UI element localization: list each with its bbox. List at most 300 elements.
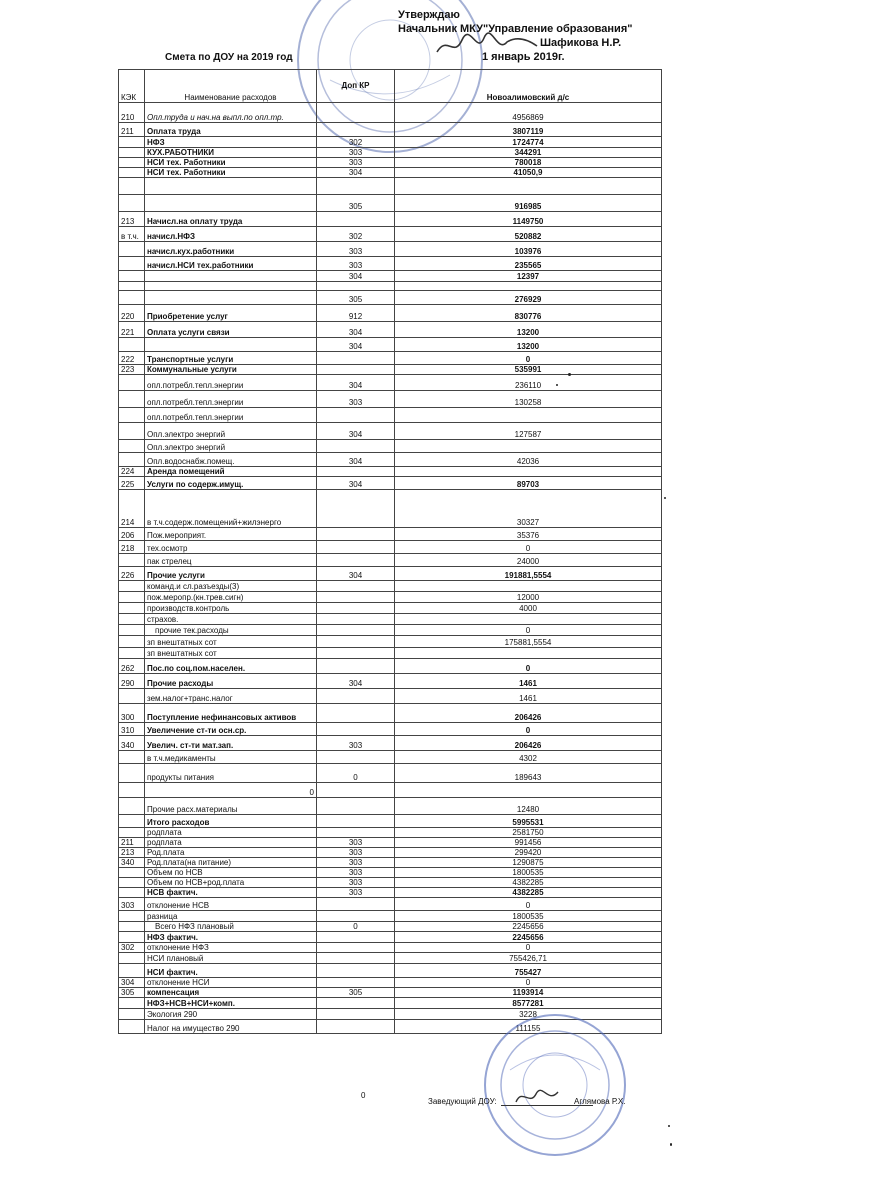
table-row bbox=[119, 338, 662, 352]
approver-position: Начальник МКУ"Управление образования" bbox=[398, 23, 633, 35]
cell-dop bbox=[317, 648, 395, 659]
cell-name: зп внештатных сот bbox=[145, 636, 317, 648]
cell-kek bbox=[119, 137, 145, 148]
cell-dop bbox=[317, 636, 395, 648]
cell-value: 111155 bbox=[395, 1020, 662, 1034]
cell-name: Поступление нефинансовых активов bbox=[145, 704, 317, 723]
cell-name: родплата bbox=[145, 838, 317, 848]
cell-kek: 340 bbox=[119, 858, 145, 868]
cell-kek: 211 bbox=[119, 123, 145, 137]
cell-kek bbox=[119, 648, 145, 659]
table-row bbox=[119, 282, 662, 291]
cell-kek: 221 bbox=[119, 322, 145, 338]
cell-kek bbox=[119, 911, 145, 922]
cell-dop bbox=[317, 828, 395, 838]
cell-name: Род.плата bbox=[145, 848, 317, 858]
cell-value: 830776 bbox=[395, 305, 662, 322]
cell-dop bbox=[317, 408, 395, 423]
table-row bbox=[119, 477, 662, 490]
table-row bbox=[119, 158, 662, 168]
table-row bbox=[119, 391, 662, 408]
cell-dop bbox=[317, 625, 395, 636]
table-row bbox=[119, 978, 662, 988]
cell-dop: 304 bbox=[317, 271, 395, 282]
table-row bbox=[119, 674, 662, 689]
cell-value: 13200 bbox=[395, 338, 662, 352]
cell-dop: 303 bbox=[317, 838, 395, 848]
footer-name: Аглямова Р.Х. bbox=[574, 1097, 626, 1106]
cell-value: 1461 bbox=[395, 674, 662, 689]
cell-name: Пос.по соц.пом.населен. bbox=[145, 659, 317, 674]
cell-dop bbox=[317, 614, 395, 625]
cell-name: Налог на имущество 290 bbox=[145, 1020, 317, 1034]
cell-name: разница bbox=[145, 911, 317, 922]
table-row bbox=[119, 911, 662, 922]
cell-value: 0 bbox=[395, 659, 662, 674]
budget-table bbox=[118, 69, 662, 1034]
cell-dop: 0 bbox=[317, 764, 395, 783]
cell-name bbox=[145, 282, 317, 291]
cell-kek bbox=[119, 423, 145, 440]
table-row bbox=[119, 440, 662, 453]
cell-dop bbox=[317, 365, 395, 375]
cell-dop bbox=[317, 998, 395, 1009]
cell-value: 2245656 bbox=[395, 922, 662, 932]
cell-value: 1461 bbox=[395, 689, 662, 704]
cell-value: 1800535 bbox=[395, 911, 662, 922]
cell-name: Объем по НСВ+род.плата bbox=[145, 878, 317, 888]
cell-dop: 303 bbox=[317, 148, 395, 158]
table-row bbox=[119, 868, 662, 878]
cell-name bbox=[145, 195, 317, 212]
cell-name: опл.потребл.тепл.энергии bbox=[145, 375, 317, 391]
cell-dop bbox=[317, 467, 395, 477]
cell-kek bbox=[119, 242, 145, 257]
cell-kek bbox=[119, 689, 145, 704]
cell-value: 1193914 bbox=[395, 988, 662, 998]
cell-value bbox=[395, 467, 662, 477]
cell-value: 13200 bbox=[395, 322, 662, 338]
cell-value: 206426 bbox=[395, 704, 662, 723]
cell-kek: 214 bbox=[119, 490, 145, 528]
cell-dop bbox=[317, 554, 395, 567]
cell-dop bbox=[317, 282, 395, 291]
table-row bbox=[119, 888, 662, 898]
cell-value: 41050,9 bbox=[395, 168, 662, 178]
cell-dop: 304 bbox=[317, 338, 395, 352]
cell-name: Экология 290 bbox=[145, 1009, 317, 1020]
cell-kek bbox=[119, 828, 145, 838]
cell-name: НСИ фактич. bbox=[145, 964, 317, 978]
cell-kek: 300 bbox=[119, 704, 145, 723]
cell-name: Оплата труда bbox=[145, 123, 317, 137]
header-org: Новоалимовский д/с bbox=[395, 70, 662, 103]
cell-kek bbox=[119, 878, 145, 888]
cell-dop: 304 bbox=[317, 375, 395, 391]
table-row bbox=[119, 567, 662, 581]
approver-name: Шафикова Н.Р. bbox=[540, 37, 622, 49]
cell-dop bbox=[317, 978, 395, 988]
scan-speck bbox=[670, 1143, 672, 1146]
cell-dop: 304 bbox=[317, 423, 395, 440]
cell-value: 4382285 bbox=[395, 888, 662, 898]
cell-name: в т.ч.медикаменты bbox=[145, 751, 317, 764]
table-row bbox=[119, 736, 662, 751]
table-row bbox=[119, 178, 662, 195]
cell-name: страхов. bbox=[145, 614, 317, 625]
cell-dop bbox=[317, 490, 395, 528]
cell-dop: 912 bbox=[317, 305, 395, 322]
cell-value: 89703 bbox=[395, 477, 662, 490]
cell-kek bbox=[119, 338, 145, 352]
table-row bbox=[119, 878, 662, 888]
cell-name bbox=[145, 178, 317, 195]
cell-value: 520882 bbox=[395, 227, 662, 242]
cell-value: 12397 bbox=[395, 271, 662, 282]
cell-name: продукты питания bbox=[145, 764, 317, 783]
cell-kek: 210 bbox=[119, 103, 145, 123]
table-row bbox=[119, 352, 662, 365]
cell-dop bbox=[317, 123, 395, 137]
cell-dop bbox=[317, 541, 395, 554]
cell-name: НФЗ фактич. bbox=[145, 932, 317, 943]
cell-dop bbox=[317, 953, 395, 964]
cell-value: 916985 bbox=[395, 195, 662, 212]
cell-dop: 0 bbox=[317, 922, 395, 932]
table-row bbox=[119, 659, 662, 674]
scan-speck bbox=[556, 384, 558, 386]
cell-value: 2581750 bbox=[395, 828, 662, 838]
cell-value bbox=[395, 614, 662, 625]
cell-value: 0 bbox=[395, 898, 662, 911]
table-row bbox=[119, 723, 662, 736]
cell-name: КУХ.РАБОТНИКИ bbox=[145, 148, 317, 158]
cell-name: родплата bbox=[145, 828, 317, 838]
cell-name: Прочие услуги bbox=[145, 567, 317, 581]
cell-name: команд.и сл.разъезды(3) bbox=[145, 581, 317, 592]
cell-dop bbox=[317, 798, 395, 815]
approval-date: 1 январь 2019г. bbox=[482, 51, 565, 63]
cell-name: Объем по НСВ bbox=[145, 868, 317, 878]
cell-kek bbox=[119, 168, 145, 178]
table-row bbox=[119, 271, 662, 282]
cell-value: 127587 bbox=[395, 423, 662, 440]
cell-kek: 305 bbox=[119, 988, 145, 998]
table-row bbox=[119, 423, 662, 440]
approve-label: Утверждаю bbox=[398, 9, 460, 21]
cell-kek bbox=[119, 291, 145, 305]
table-row bbox=[119, 848, 662, 858]
footer-label: Заведующий ДОУ: bbox=[428, 1097, 497, 1106]
cell-kek: 304 bbox=[119, 978, 145, 988]
table-header-row bbox=[119, 70, 662, 103]
cell-kek bbox=[119, 783, 145, 798]
table-row bbox=[119, 603, 662, 614]
cell-dop: 302 bbox=[317, 137, 395, 148]
cell-dop: 303 bbox=[317, 868, 395, 878]
cell-value: 2245656 bbox=[395, 932, 662, 943]
cell-dop bbox=[317, 659, 395, 674]
table-row bbox=[119, 227, 662, 242]
cell-kek: 226 bbox=[119, 567, 145, 581]
cell-dop bbox=[317, 1009, 395, 1020]
cell-value: 1149750 bbox=[395, 212, 662, 227]
table-row bbox=[119, 625, 662, 636]
cell-name: Опл.труда и нач.на выпл.по опл.тр. bbox=[145, 103, 317, 123]
cell-dop bbox=[317, 178, 395, 195]
cell-value bbox=[395, 581, 662, 592]
table-row bbox=[119, 636, 662, 648]
cell-dop bbox=[317, 964, 395, 978]
cell-value: 5995531 bbox=[395, 815, 662, 828]
cell-dop bbox=[317, 898, 395, 911]
cell-value: 8577281 bbox=[395, 998, 662, 1009]
cell-kek bbox=[119, 625, 145, 636]
cell-dop bbox=[317, 212, 395, 227]
cell-name: Опл.водоснабж.помещ. bbox=[145, 453, 317, 467]
cell-name: Увелич. ст-ти мат.зап. bbox=[145, 736, 317, 751]
cell-dop: 304 bbox=[317, 322, 395, 338]
cell-dop bbox=[317, 815, 395, 828]
table-row bbox=[119, 953, 662, 964]
cell-name: Род.плата(на питание) bbox=[145, 858, 317, 868]
cell-dop bbox=[317, 581, 395, 592]
cell-name: Аренда помещений bbox=[145, 467, 317, 477]
cell-dop: 304 bbox=[317, 477, 395, 490]
cell-dop bbox=[317, 103, 395, 123]
cell-name: НФЗ+НСВ+НСИ+комп. bbox=[145, 998, 317, 1009]
cell-dop: 304 bbox=[317, 168, 395, 178]
cell-name: Приобретение услуг bbox=[145, 305, 317, 322]
cell-value: 206426 bbox=[395, 736, 662, 751]
table-row bbox=[119, 815, 662, 828]
cell-value: 0 bbox=[395, 723, 662, 736]
table-row bbox=[119, 554, 662, 567]
cell-name: Увеличение ст-ти осн.ср. bbox=[145, 723, 317, 736]
cell-kek bbox=[119, 178, 145, 195]
cell-kek bbox=[119, 391, 145, 408]
approval-block bbox=[398, 8, 632, 64]
cell-value: 535991 bbox=[395, 365, 662, 375]
cell-dop: 304 bbox=[317, 674, 395, 689]
table-row bbox=[119, 541, 662, 554]
cell-kek: 303 bbox=[119, 898, 145, 911]
cell-dop bbox=[317, 704, 395, 723]
cell-value bbox=[395, 408, 662, 423]
cell-name: опл.потребл.тепл.энергии bbox=[145, 408, 317, 423]
cell-value: 1724774 bbox=[395, 137, 662, 148]
table-row bbox=[119, 408, 662, 423]
cell-kek bbox=[119, 932, 145, 943]
cell-value: 4382285 bbox=[395, 878, 662, 888]
header-kek: КЭК bbox=[119, 70, 145, 103]
cell-dop bbox=[317, 352, 395, 365]
cell-name: отклонение НФЗ bbox=[145, 943, 317, 953]
table-row bbox=[119, 943, 662, 953]
cell-name bbox=[145, 338, 317, 352]
cell-dop bbox=[317, 911, 395, 922]
cell-dop bbox=[317, 689, 395, 704]
cell-dop: 303 bbox=[317, 242, 395, 257]
cell-kek bbox=[119, 282, 145, 291]
cell-kek: 225 bbox=[119, 477, 145, 490]
cell-name: опл.потребл.тепл.энергии bbox=[145, 391, 317, 408]
cell-name: Коммунальные услуги bbox=[145, 365, 317, 375]
cell-dop: 303 bbox=[317, 736, 395, 751]
cell-name: начисл.кух.работники bbox=[145, 242, 317, 257]
cell-kek: в т.ч. bbox=[119, 227, 145, 242]
cell-dop bbox=[317, 932, 395, 943]
cell-kek bbox=[119, 1020, 145, 1034]
cell-value: 3807119 bbox=[395, 123, 662, 137]
cell-name: компенсация bbox=[145, 988, 317, 998]
cell-dop: 303 bbox=[317, 848, 395, 858]
cell-kek bbox=[119, 998, 145, 1009]
cell-name: производств.контроль bbox=[145, 603, 317, 614]
table-row bbox=[119, 858, 662, 868]
cell-name: пак стрелец bbox=[145, 554, 317, 567]
cell-value: 189643 bbox=[395, 764, 662, 783]
cell-kek bbox=[119, 408, 145, 423]
cell-kek: 213 bbox=[119, 848, 145, 858]
table-row bbox=[119, 148, 662, 158]
cell-name: отклонение НСВ bbox=[145, 898, 317, 911]
cell-value: 991456 bbox=[395, 838, 662, 848]
table-row bbox=[119, 964, 662, 978]
cell-name: НФЗ bbox=[145, 137, 317, 148]
cell-kek bbox=[119, 751, 145, 764]
cell-name: тех.осмотр bbox=[145, 541, 317, 554]
cell-value: 175881,5554 bbox=[395, 636, 662, 648]
table-row bbox=[119, 453, 662, 467]
scan-speck bbox=[664, 497, 666, 499]
cell-kek: 211 bbox=[119, 838, 145, 848]
cell-kek: 224 bbox=[119, 467, 145, 477]
cell-dop: 305 bbox=[317, 195, 395, 212]
cell-dop: 305 bbox=[317, 988, 395, 998]
header-name: Наименование расходов bbox=[145, 70, 317, 103]
cell-name: НСИ тех. Работники bbox=[145, 168, 317, 178]
page-title: Смета по ДОУ на 2019 год bbox=[165, 52, 293, 63]
table-row bbox=[119, 375, 662, 391]
cell-dop: 303 bbox=[317, 878, 395, 888]
cell-dop: 303 bbox=[317, 391, 395, 408]
cell-name bbox=[145, 271, 317, 282]
cell-value: 0 bbox=[395, 943, 662, 953]
cell-name: зем.налог+транс.налог bbox=[145, 689, 317, 704]
cell-kek bbox=[119, 764, 145, 783]
cell-name bbox=[145, 291, 317, 305]
cell-name: НСИ плановый bbox=[145, 953, 317, 964]
table-row bbox=[119, 212, 662, 227]
cell-dop: 304 bbox=[317, 453, 395, 467]
cell-value: 12000 bbox=[395, 592, 662, 603]
cell-dop: 304 bbox=[317, 567, 395, 581]
table-row bbox=[119, 751, 662, 764]
cell-value: 1290875 bbox=[395, 858, 662, 868]
cell-value: 344291 bbox=[395, 148, 662, 158]
cell-dop: 303 bbox=[317, 257, 395, 271]
header-dop: Доп КР bbox=[317, 70, 395, 103]
cell-kek: 223 bbox=[119, 365, 145, 375]
cell-kek bbox=[119, 964, 145, 978]
cell-value: 755427 bbox=[395, 964, 662, 978]
cell-name: НСИ тех. Работники bbox=[145, 158, 317, 168]
cell-name: Транспортные услуги bbox=[145, 352, 317, 365]
table-row bbox=[119, 898, 662, 911]
cell-dop bbox=[317, 943, 395, 953]
cell-name: Прочие расх.материалы bbox=[145, 798, 317, 815]
cell-name: начисл.НФЗ bbox=[145, 227, 317, 242]
cell-kek bbox=[119, 798, 145, 815]
cell-value: 191881,5554 bbox=[395, 567, 662, 581]
cell-value: 299420 bbox=[395, 848, 662, 858]
cell-name: Опл.электро энергий bbox=[145, 423, 317, 440]
cell-name: Пож.мероприят. bbox=[145, 528, 317, 541]
table-row bbox=[119, 123, 662, 137]
cell-value: 236110 bbox=[395, 375, 662, 391]
cell-kek bbox=[119, 195, 145, 212]
cell-value: 780018 bbox=[395, 158, 662, 168]
cell-name: Оплата услуги связи bbox=[145, 322, 317, 338]
table-row bbox=[119, 798, 662, 815]
cell-kek bbox=[119, 922, 145, 932]
table-row bbox=[119, 932, 662, 943]
cell-dop bbox=[317, 783, 395, 798]
cell-value bbox=[395, 648, 662, 659]
cell-kek bbox=[119, 375, 145, 391]
cell-kek bbox=[119, 614, 145, 625]
table-row bbox=[119, 322, 662, 338]
cell-kek: 302 bbox=[119, 943, 145, 953]
cell-dop bbox=[317, 592, 395, 603]
table-row bbox=[119, 1009, 662, 1020]
cell-dop: 303 bbox=[317, 858, 395, 868]
table-row bbox=[119, 592, 662, 603]
cell-kek: 290 bbox=[119, 674, 145, 689]
scan-speck bbox=[568, 373, 571, 376]
cell-value: 30327 bbox=[395, 490, 662, 528]
cell-dop bbox=[317, 440, 395, 453]
table-row bbox=[119, 988, 662, 998]
cell-name: отклонение НСИ bbox=[145, 978, 317, 988]
cell-name: в т.ч.содерж.помещений+жилэнерго bbox=[145, 490, 317, 528]
cell-kek bbox=[119, 554, 145, 567]
cell-dop: 302 bbox=[317, 227, 395, 242]
cell-dop bbox=[317, 603, 395, 614]
cell-kek: 310 bbox=[119, 723, 145, 736]
below-table-zero: 0 bbox=[361, 1091, 366, 1100]
cell-kek bbox=[119, 888, 145, 898]
cell-value: 4956869 bbox=[395, 103, 662, 123]
cell-kek: 262 bbox=[119, 659, 145, 674]
cell-dop bbox=[317, 723, 395, 736]
cell-kek bbox=[119, 453, 145, 467]
table-row bbox=[119, 291, 662, 305]
table-row bbox=[119, 783, 662, 798]
cell-name: Опл.электро энергий bbox=[145, 440, 317, 453]
cell-value: 130258 bbox=[395, 391, 662, 408]
cell-kek bbox=[119, 271, 145, 282]
cell-value: 276929 bbox=[395, 291, 662, 305]
cell-name: Прочие расходы bbox=[145, 674, 317, 689]
cell-name: НСВ фактич. bbox=[145, 888, 317, 898]
cell-dop bbox=[317, 528, 395, 541]
cell-name: Всего НФЗ плановый bbox=[145, 922, 317, 932]
table-row bbox=[119, 137, 662, 148]
table-row bbox=[119, 689, 662, 704]
cell-kek bbox=[119, 148, 145, 158]
